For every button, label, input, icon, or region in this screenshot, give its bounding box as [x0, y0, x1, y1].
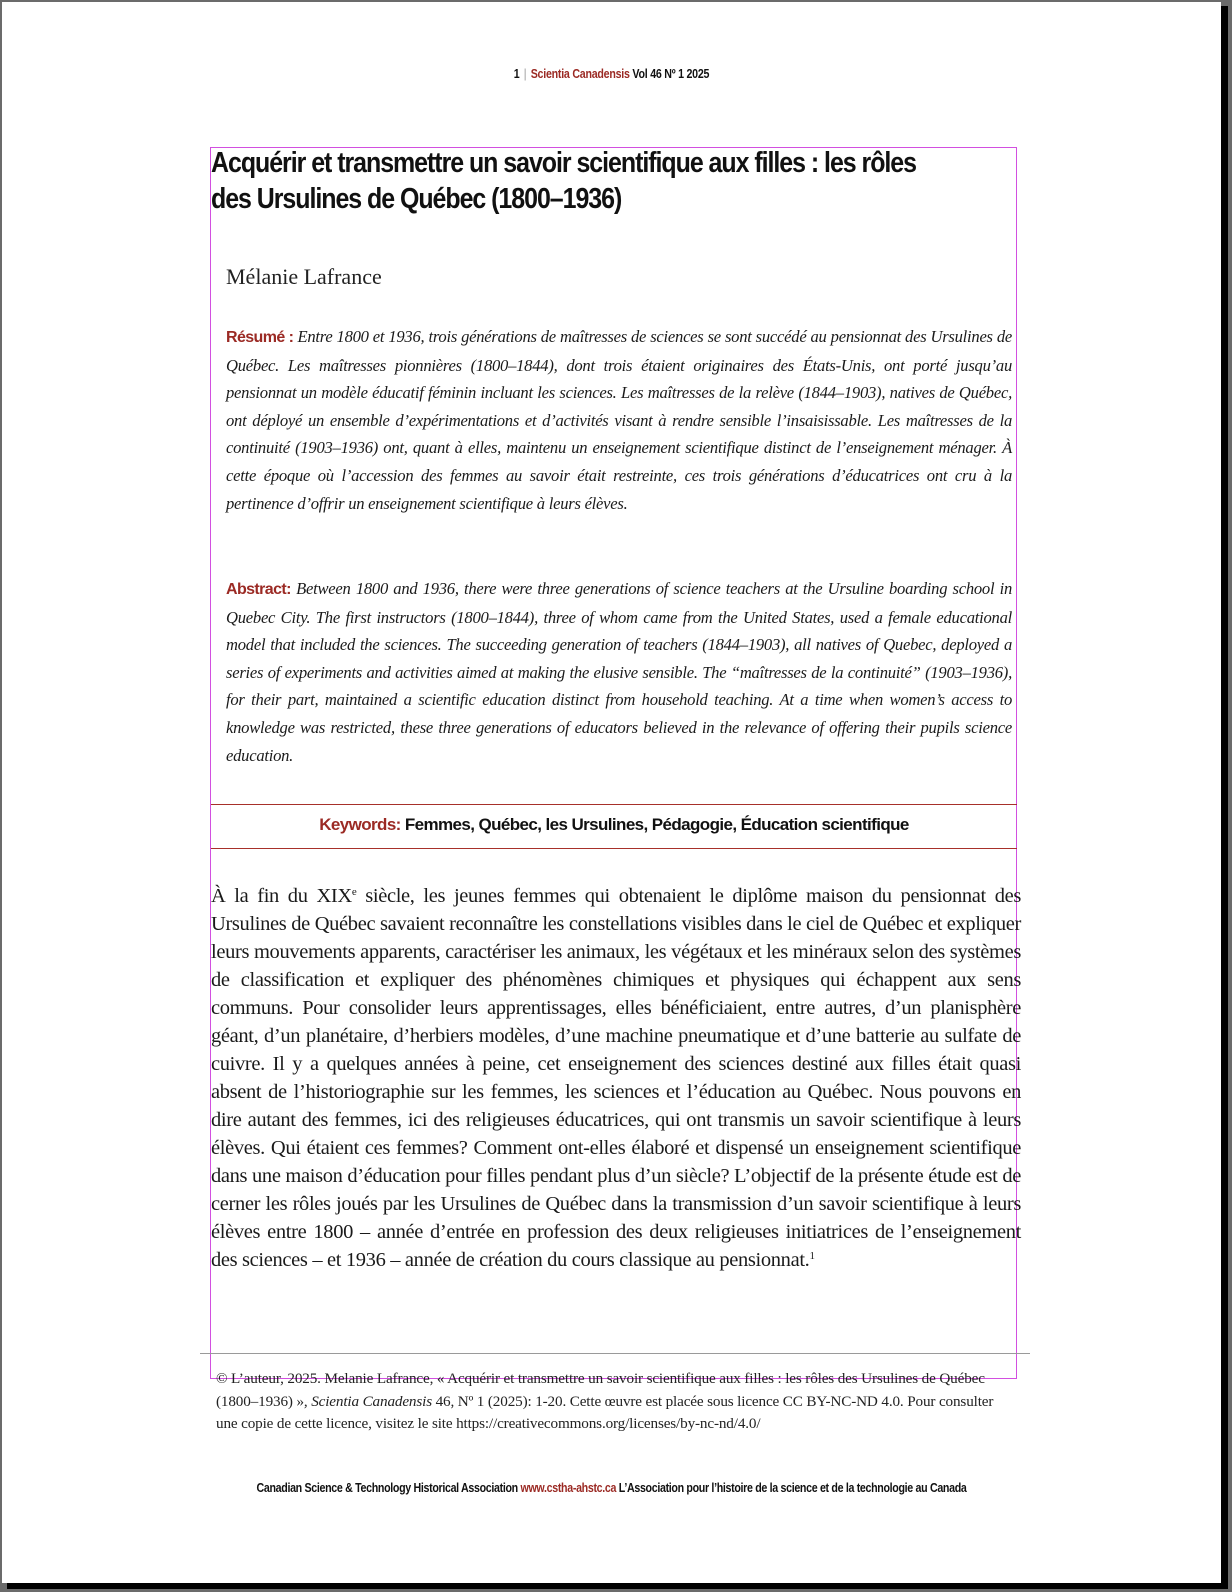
- running-head-separator: |: [523, 66, 527, 81]
- century-superscript: e: [351, 886, 357, 898]
- keywords-label: Keywords:: [319, 815, 401, 834]
- association-url[interactable]: www.cstha-ahstc.ca: [520, 1480, 617, 1495]
- article-author: Mélanie Lafrance: [226, 264, 382, 289]
- body-lead: À la fin du XIX: [211, 885, 352, 907]
- abstract-text: Between 1800 and 1936, there were three generations of science teachers at the Ursuline boarding school in Quebec City. The first instructors (1800–1844), three of whom came from the United States, used a female educational model that included the sciences. The succeeding generation of teachers (1844–1903), all natives of Quebec, deployed a series of experiments and activities aimed at making the elusive sensible. The “maîtresses de la continuité” (1903–1936), for their part, maintained a scientific education distinct from household teaching. At a time when women’s access to knowledge was restricted, these three generations of educators believed in the relevance of offering their pupils science education.: [226, 579, 1012, 765]
- association-english-name: Canadian Science & Technology Historical Association: [256, 1480, 518, 1495]
- keywords-bottom-rule: [211, 848, 1017, 849]
- copyright-part1: © L’auteur, 2025. Melanie Lafrance, « Acquérir et transmettre un savoir scientifique aux filles : les rôles des Ursulines de Québec (1800–1936) »,: [216, 1370, 985, 1410]
- association-footer: [112, 1480, 1112, 1495]
- association-french-name: L’Association pour l’histoire de la science et de la technologie au Canada: [618, 1480, 967, 1495]
- page-number: 1: [513, 66, 520, 81]
- copyright-part2: 46, Nº 1 (2025): 1-20. Cette œuvre est placée sous licence CC BY-NC-ND 4.0. Pour consulter une copie de cette licence, visitez le site https://creativecommons.org/licenses/by-nc-nd/4.0/: [216, 1392, 994, 1433]
- resume-text: Entre 1800 et 1936, trois générations de maîtresses de sciences se sont succédé au pensionnat des Ursulines de Québec. Les maîtresses pionnières (1800–1844), dont trois étaient originaires des États-Unis, ont porté jusqu’au pensionnat un modèle éducatif féminin incluant les sciences. Les maîtresses de la relève (1844–1903), natives de Québec, ont déployé un ensemble d’expérimentations et d’activités visant à rendre sensible l’insaisissable. Les maîtresses de la continuité (1903–1936) ont, quant à elles, maintenu un enseignement scientifique distinct de l’enseignement ménager. À cette époque où l’accession des femmes au savoir était restreinte, ces trois générations d’éducatrices ont cru à la pertinence d’offrir un enseignement scientifique à leurs élèves.: [226, 327, 1012, 513]
- document-page: [2, 2, 1221, 1583]
- copyright-notice: [216, 1368, 1002, 1436]
- footnote-reference[interactable]: 1: [809, 1250, 815, 1262]
- keywords-top-rule: [211, 804, 1017, 805]
- resume-label: Résumé :: [226, 329, 294, 346]
- copyright-journal: Scientia Canadensis: [311, 1392, 432, 1410]
- journal-issue: Vol 46 Nº 1 2025: [632, 66, 710, 81]
- running-head: [112, 66, 1112, 81]
- body-paragraph: [211, 882, 1021, 1274]
- abstract-label: Abstract:: [226, 581, 291, 598]
- article-title: Acquérir et transmettre un savoir scientifique aux filles : les rôles des Ursulines de Québec (1800–1936): [211, 147, 916, 215]
- body-text: siècle, les jeunes femmes qui obtenaient le diplôme maison du pensionnat des Ursulines de Québec savaient reconnaître les constellations visibles dans le ciel de Québec et expliquer leurs mouvements apparents, caractériser les animaux, les végétaux et les minéraux selon des systèmes de classification et expliquer des phénomènes chimiques et physiques qui échappent aux sens communs. Pour consolider leurs apprentissages, elles bénéficiaient, entre autres, d’un planisphère géant, d’un planétaire, d’herbiers modèles, d’une machine pneumatique et d’une batterie au sulfate de cuivre. Il y a quelques années à peine, cet enseignement des sciences destiné aux filles était quasi absent de l’historiographie sur les femmes, les sciences et l’éducation au Québec. Nous pouvons en dire autant des femmes, ici des religieuses éducatrices, qui ont transmis un savoir scientifique à leurs élèves. Qui étaient ces femmes? Comment ont-elles élaboré et dispensé un enseignement scientifique dans une maison d’éducation pour filles pendant plus d’un siècle? L’objectif de la présente étude est de cerner les rôles joués par les Ursulines de Québec dans la transmission d’un savoir scientifique à leurs élèves entre 1800 – année d’entrée en profession des deux religieuses initiatrices de l’enseignement des sciences – et 1936 – année de création du cours classique au pensionnat.: [211, 885, 1021, 1271]
- footnote-divider: [200, 1353, 1030, 1354]
- keywords-section: [211, 815, 1017, 835]
- journal-name: Scientia Canadensis: [530, 66, 630, 81]
- keywords-text: Femmes, Québec, les Ursulines, Pédagogie, Éducation scientifique: [404, 815, 909, 834]
- abstract-section: [226, 575, 1012, 769]
- resume-section: [226, 323, 1012, 517]
